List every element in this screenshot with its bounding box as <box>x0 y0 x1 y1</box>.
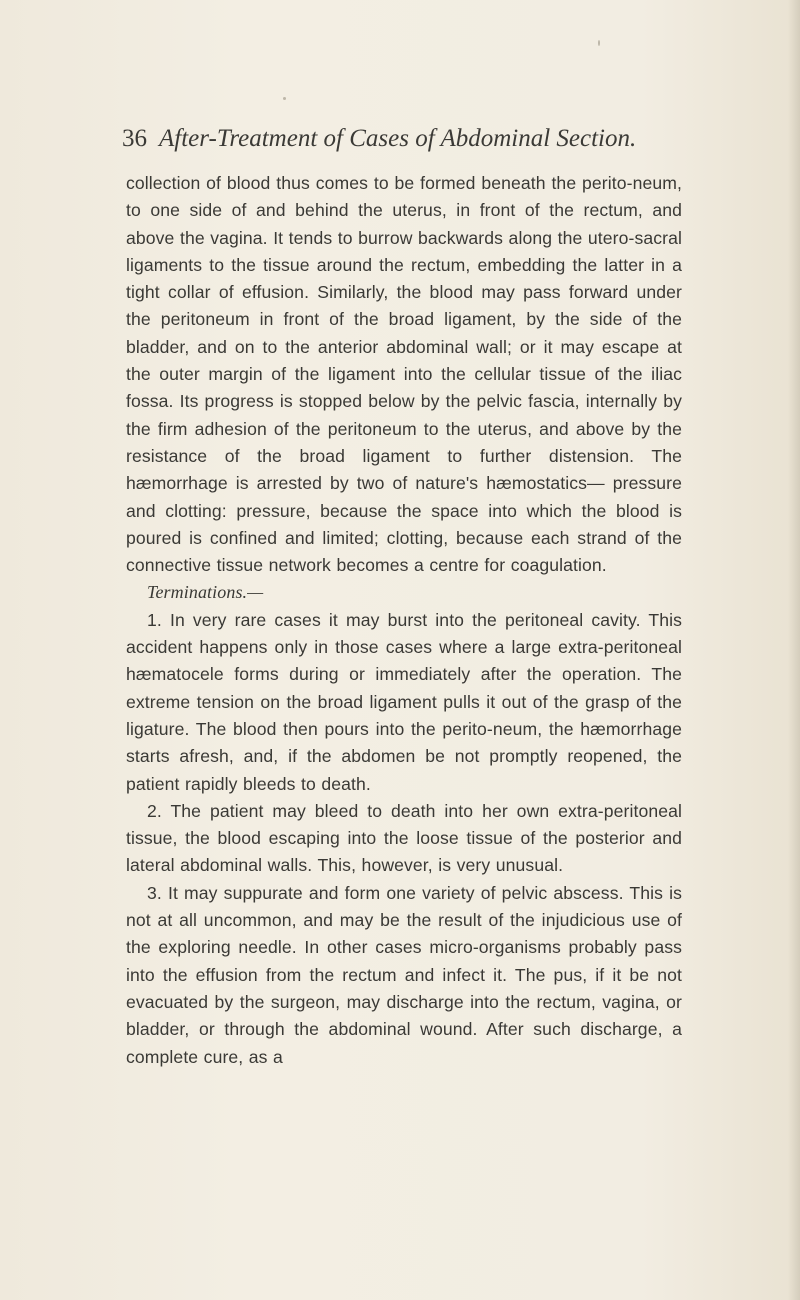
numbered-paragraph-2: 2. The patient may bleed to death into her own extra-peritoneal tissue, the blood escaping into the loose tissue of the posterior and lateral abdominal walls. This, however, is very unusual. <box>126 800 682 876</box>
body-text <box>126 170 682 1071</box>
section-heading-terminations: Terminations.— <box>147 582 264 603</box>
numbered-paragraph-3: 3. It may suppurate and form one variety of pelvic abscess. This is not at all uncommon, and may be the result of the injudicious use of the exploring needle. In other cases micro-organisms probably pass into the effusion from the rectum and infect it. The pus, if it be not evacuated by the surgeon, may discharge into the rectum, vagina, or bladder, or through the abdominal wound. After such discharge, a complete cure, as a <box>126 882 682 1067</box>
running-title: After-Treatment of Cases of Abdominal Section. <box>159 125 637 152</box>
page-number: 36 <box>122 125 147 152</box>
numbered-paragraph-1: 1. In very rare cases it may burst into the peritoneal cavity. This accident happens only in those cases where a large extra-peritoneal hæmatocele forms during or immediately after the operation. The extreme tension on the broad ligament pulls it out of the grasp of the ligature. The blood then pours into the perito-neum, the hæmorrhage starts afresh, and, if the abdomen be not promptly reopened, the patient rapidly bleeds to death. <box>126 609 682 794</box>
paper-speck <box>598 40 600 46</box>
paper-speck <box>283 97 286 100</box>
page-edge-shadow <box>788 0 800 1300</box>
running-head <box>122 125 722 153</box>
paragraph: collection of blood thus comes to be formed beneath the perito-neum, to one side of and behind the uterus, in front of the rectum, and above the vagina. It tends to burrow backwards along the utero-sacral ligaments to the tissue around the rectum, embedding the latter in a tight collar of effusion. Similarly, the blood may pass forward under the peritoneum in front of the broad ligament, by the side of the bladder, and on to the anterior abdominal wall; or it may escape at the outer margin of the ligament into the cellular tissue of the iliac fossa. Its progress is stopped below by the pelvic fascia, internally by the firm adhesion of the peritoneum to the uterus, and above by the resistance of the broad ligament to further distension. The hæmorrhage is arrested by two of nature's hæmostatics— pressure and clotting: pressure, because the space into which the blood is poured is confined and limited; clotting, because each strand of the connective tissue network becomes a centre for coagulation. <box>126 173 682 576</box>
